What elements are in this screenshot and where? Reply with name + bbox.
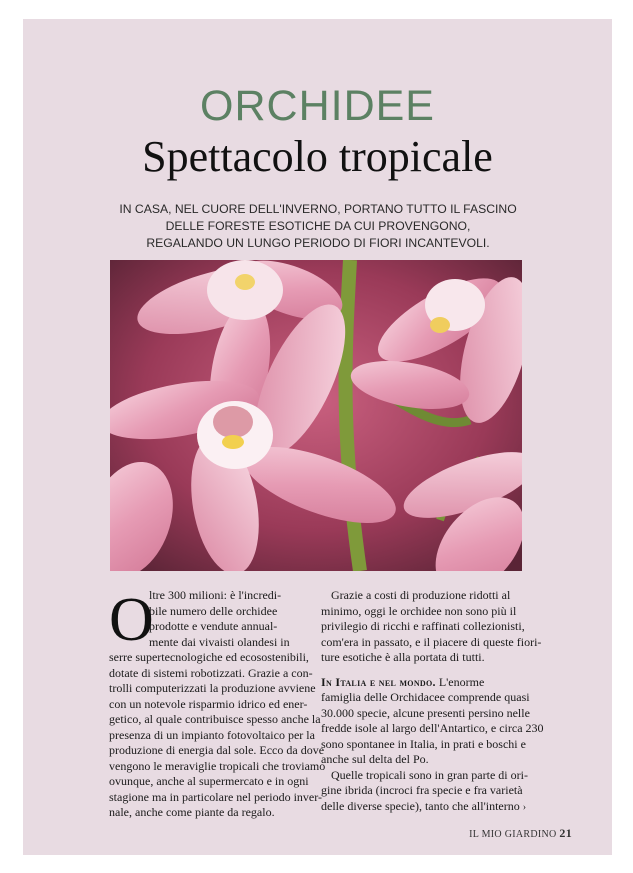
standfirst-line: REGALANDO UN LUNGO PERIODO DI FIORI INCANTEVOLI.: [146, 236, 490, 250]
standfirst: [83, 201, 553, 252]
text-line: getico, al quale contribuisce spesso anche la: [109, 712, 321, 726]
text-line: Grazie a costi di produzione ridotti al: [331, 588, 511, 602]
text-line: vengono le meraviglie tropicali che troviamo: [109, 758, 326, 773]
text-line: Quelle tropicali sono in gran parte di ori-: [331, 767, 528, 782]
magazine-name: IL MIO GIARDINO: [469, 829, 557, 840]
dropcap-paragraph: [109, 586, 326, 821]
text-line: fredde isole al largo dell'Antartico, e circa 230: [321, 721, 544, 735]
text-line: prodotte e vendute annual-: [149, 619, 278, 633]
page-number: 21: [559, 826, 572, 840]
section-kicker: ORCHIDEE: [200, 82, 435, 130]
standfirst-line: IN CASA, NEL CUORE DELL'INVERNO, PORTANO TUTTO IL FASCINO: [119, 202, 517, 216]
text-line: nale, anche come piante da regalo.: [109, 805, 275, 819]
text-line: mente dai vivaisti olandesi in: [149, 634, 290, 649]
text-fragment: L'enorme: [435, 674, 485, 689]
text-fragment: delle diverse specie), tanto che all'interno: [321, 798, 520, 813]
text-line: gine ibrida (incroci fra specie e fra varietà: [321, 783, 523, 797]
text-line: produzione di energia dal sole. Ecco da dove: [109, 743, 325, 757]
article-column-right: [321, 588, 544, 815]
page-title: Spettacolo tropicale: [142, 132, 493, 181]
text-line: bile numero delle orchidee: [149, 603, 278, 618]
text-line: trolli computerizzati la produzione avviene: [109, 681, 316, 695]
standfirst-line: DELLE FORESTE ESOTICHE DA CUI PROVENGONO,: [165, 219, 471, 233]
text-line: con un notevole risparmio idrico ed ener-: [109, 696, 308, 711]
text-line: presenza di un impianto fotovoltaico per la: [109, 727, 315, 742]
magazine-page: [23, 19, 612, 855]
text-line-last: [321, 799, 526, 816]
text-line: com'era in passato, e il piacere di queste fiori-: [321, 634, 542, 649]
text-line: dotate di sistemi robotizzati. Grazie a con-: [109, 665, 313, 680]
article-column-left: [109, 586, 326, 821]
text-line: sono spontanee in Italia, in prati e boschi e: [321, 736, 526, 751]
dropcap: O: [109, 586, 154, 654]
text-line: ture esotiche è alla portata di tutti.: [321, 650, 485, 664]
text-line: stagione ma in particolare nel periodo inver-: [109, 789, 323, 804]
text-line: ltre 300 milioni: è l'incredi-: [149, 588, 282, 602]
page-footer: [469, 826, 572, 841]
orchid-photo: [110, 260, 522, 571]
text-line: ovunque, anche al supermercato e in ogni: [109, 774, 309, 788]
text-line: 30.000 specie, alcune presenti persino nelle: [321, 705, 530, 720]
text-line: privilegio di ricchi e raffinati collezionisti,: [321, 619, 525, 633]
subhead-line: [321, 675, 526, 691]
text-line: famiglia delle Orchidacee comprende quasi: [321, 690, 530, 704]
text-line: anche sul delta del Po.: [321, 752, 429, 766]
subhead: In Italia e nel mondo.: [321, 674, 436, 689]
continue-arrow-icon: ›: [522, 801, 527, 813]
text-line: minimo, oggi le orchidee non sono più il: [321, 603, 517, 618]
text-line: serre supertecnologiche ed ecosostenibili,: [109, 650, 309, 664]
